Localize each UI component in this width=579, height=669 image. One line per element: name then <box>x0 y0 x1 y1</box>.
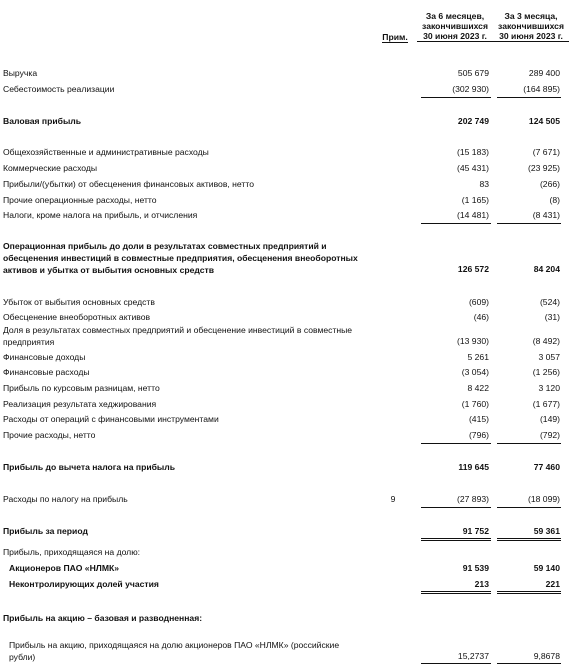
impairment-fin-label: Прибыли/(убытки) от обесценения финансовых активов, нетто <box>3 179 254 189</box>
note-header-label: Прим. <box>382 32 408 42</box>
profit-period-6m: 91 752 <box>462 526 489 536</box>
note-column-header <box>378 32 412 42</box>
cost-of-sales-6m: (302 930) <box>452 84 489 94</box>
share-jv-6m: (13 930) <box>456 336 489 346</box>
loss-disposal-label: Убыток от выбытия основных средств <box>3 297 155 307</box>
fin-instruments-label: Расходы от операций с финансовыми инструментами <box>3 414 219 424</box>
hedging-6m: (1 760) <box>461 399 489 409</box>
finance-costs-3m: (1 256) <box>532 367 560 377</box>
rule <box>497 507 561 508</box>
revenue-3m: 289 400 <box>528 68 560 78</box>
operating-profit-3m: 84 204 <box>533 264 560 274</box>
eps-6m: 15,2737 <box>457 651 489 661</box>
finance-costs-6m: (3 054) <box>461 367 489 377</box>
other-operating-label: Прочие операционные расходы, нетто <box>3 195 157 205</box>
double-rule <box>421 591 491 594</box>
profit-before-tax-6m: 119 645 <box>458 462 489 472</box>
three-months-header-line-1: За 3 месяца, <box>504 11 558 21</box>
nci-6m: 213 <box>474 579 489 589</box>
loss-disposal-3m: (524) <box>539 297 560 307</box>
cost-of-sales-label: Себестоимость реализации <box>3 84 115 94</box>
profit-period-3m: 59 361 <box>533 526 560 536</box>
three-months-header-line-3: 30 июня 2023 г. <box>493 31 569 42</box>
rule <box>421 507 491 508</box>
six-months-header-line-1: За 6 месяцев, <box>425 11 485 21</box>
taxes-other-6m: (14 481) <box>456 210 489 220</box>
selling-expenses-6m: (45 431) <box>456 163 489 173</box>
three-months-header-line-2: закончившихся <box>498 21 564 31</box>
hedging-label: Реализация результата хеджирования <box>3 399 157 409</box>
fx-gain-label: Прибыль по курсовым разницам, нетто <box>3 383 160 393</box>
fin-instruments-3m: (149) <box>539 414 560 424</box>
other-expenses-3m: (792) <box>539 430 560 440</box>
ga-expenses-label: Общехозяйственные и административные расходы <box>3 147 209 157</box>
finance-income-6m: 5 261 <box>467 352 489 362</box>
impairment-fin-6m: 83 <box>479 179 489 189</box>
eps-3m: 9,8678 <box>533 651 560 661</box>
impairment-noncurrent-6m: (46) <box>473 312 489 322</box>
income-tax-6m: (27 893) <box>456 494 489 504</box>
finance-costs-label: Финансовые расходы <box>3 367 90 377</box>
six-months-header-line-2: закончившихся <box>422 21 488 31</box>
ga-expenses-3m: (7 671) <box>532 147 560 157</box>
profit-period-label: Прибыль за период <box>3 526 88 536</box>
fx-gain-3m: 3 120 <box>538 383 560 393</box>
six-months-header-line-3: 30 июня 2023 г. <box>417 31 493 42</box>
three-months-column-header <box>493 11 569 42</box>
rule <box>421 223 491 224</box>
revenue-label: Выручка <box>3 68 38 78</box>
fx-gain-6m: 8 422 <box>467 383 489 393</box>
hedging-3m: (1 677) <box>532 399 560 409</box>
operating-profit-6m: 126 572 <box>457 264 489 274</box>
shareholders-6m: 91 539 <box>462 563 489 573</box>
ga-expenses-6m: (15 183) <box>456 147 489 157</box>
finance-income-label: Финансовые доходы <box>3 352 86 362</box>
share-jv-label: Доля в результатах совместных предприятий и обесценение инвестиций в совместные предприятия <box>3 325 353 347</box>
other-expenses-6m: (796) <box>468 430 489 440</box>
double-rule <box>497 591 561 594</box>
impairment-noncurrent-3m: (31) <box>544 312 560 322</box>
rule <box>421 97 491 98</box>
selling-expenses-label: Коммерческие расходы <box>3 163 98 173</box>
fin-instruments-6m: (415) <box>468 414 489 424</box>
rule <box>497 443 561 444</box>
revenue-6m: 505 679 <box>457 68 489 78</box>
rule <box>497 97 561 98</box>
rule <box>497 663 561 664</box>
rule <box>421 443 491 444</box>
six-months-column-header <box>417 11 493 42</box>
double-rule <box>497 538 561 541</box>
other-operating-6m: (1 165) <box>461 195 489 205</box>
shareholders-label: Акционеров ПАО «НЛМК» <box>9 563 120 573</box>
nci-label: Неконтролирующих долей участия <box>9 579 159 589</box>
nci-3m: 221 <box>545 579 560 589</box>
attributable-heading-label: Прибыль, приходящаяся на долю: <box>3 547 141 557</box>
income-tax-label: Расходы по налогу на прибыль <box>3 494 128 504</box>
impairment-fin-3m: (266) <box>539 179 560 189</box>
loss-disposal-6m: (609) <box>468 297 489 307</box>
other-expenses-label: Прочие расходы, нетто <box>3 430 96 440</box>
gross-profit-6m: 202 749 <box>457 116 489 126</box>
rule <box>421 663 491 664</box>
income-tax-3m: (18 099) <box>527 494 560 504</box>
profit-before-tax-label: Прибыль до вычета налога на прибыль <box>3 462 176 472</box>
shareholders-3m: 59 140 <box>533 563 560 573</box>
gross-profit-label: Валовая прибыль <box>3 116 82 126</box>
share-jv-3m: (8 492) <box>532 336 560 346</box>
operating-profit-label: Операционная прибыль до доли в результатах совместных предприятий и обесценения инвестиций в совместные предприятия, обесценения внеоборотных активов и убытка от выбытия основных средств <box>3 241 358 275</box>
taxes-other-label: Налоги, кроме налога на прибыль, и отчисления <box>3 210 198 220</box>
finance-income-3m: 3 057 <box>538 352 560 362</box>
eps-label: Прибыль на акцию, приходящаяся на долю акционеров ПАО «НЛМК» (российские рубли) <box>9 640 340 662</box>
profit-before-tax-3m: 77 460 <box>533 462 560 472</box>
taxes-other-3m: (8 431) <box>532 210 560 220</box>
gross-profit-3m: 124 505 <box>528 116 560 126</box>
eps-heading-label: Прибыль на акцию – базовая и разводненная: <box>3 613 203 623</box>
double-rule <box>421 538 491 541</box>
impairment-noncurrent-label: Обесценение внеоборотных активов <box>3 312 151 322</box>
rule <box>497 223 561 224</box>
income-tax-note: 9 <box>390 494 396 504</box>
selling-expenses-3m: (23 925) <box>527 163 560 173</box>
other-operating-3m: (8) <box>549 195 560 205</box>
cost-of-sales-3m: (164 895) <box>523 84 560 94</box>
